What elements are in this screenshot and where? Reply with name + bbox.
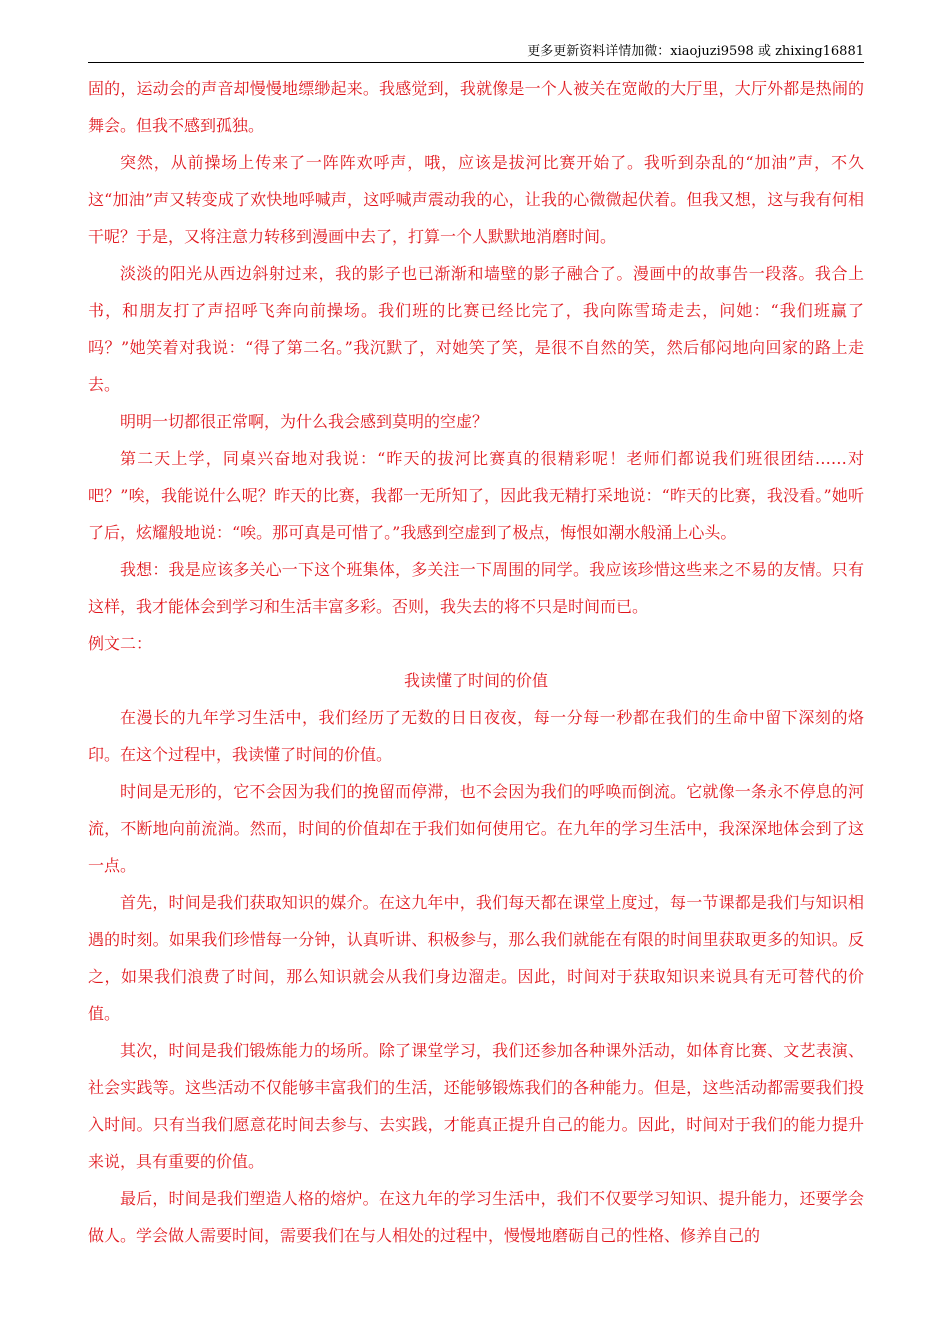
paragraph: 首先，时间是我们获取知识的媒介。在这九年中，我们每天都在课堂上度过，每一节课都是我们与知识相遇的时刻。如果我们珍惜每一分钟，认真听讲、积极参与，那么我们就能在有限的时间里获取更多的知识。反之，如果我们浪费了时间，那么知识就会从我们身边溜走。因此，时间对于获取知识来说具有无可替代的价值。 xyxy=(88,893,864,1023)
paragraph: 淡淡的阳光从西边斜射过来，我的影子也已渐渐和墙壁的影子融合了。漫画中的故事告一段落。我合上书，和朋友打了声招呼飞奔向前操场。我们班的比赛已经比完了，我向陈雪琦走去，问她：“我们班赢了吗？”她笑着对我说：“得了第二名。”我沉默了，对她笑了笑，是很不自然的笑，然后郁闷地向回家的路上走去。 xyxy=(88,264,864,394)
paragraph-continued: 固的，运动会的声音却慢慢地缥缈起来。我感觉到，我就像是一个人被关在宽敞的大厅里，大厅外都是热闹的舞会。但我不感到孤独。 xyxy=(88,79,864,135)
essay-title: 我读懂了时间的价值 xyxy=(403,671,548,690)
paragraph: 突然，从前操场上传来了一阵阵欢呼声，哦，应该是拔河比赛开始了。我听到杂乱的“加油”声，不久这“加油”声又转变成了欢快地呼喊声，这呼喊声震动我的心，让我的心微微起伏着。但我又想，这与我有何相干呢？于是，又将注意力转移到漫画中去了，打算一个人默默地消磨时间。 xyxy=(88,153,864,246)
paragraph: 在漫长的九年学习生活中，我们经历了无数的日日夜夜，每一分每一秒都在我们的生命中留下深刻的烙印。在这个过程中，我读懂了时间的价值。 xyxy=(88,708,864,764)
page-header-note: 更多更新资料详情加微：xiaojuzi9598 或 zhixing16881 xyxy=(527,44,864,59)
paragraph: 时间是无形的，它不会因为我们的挽留而停滞，也不会因为我们的呼唤而倒流。它就像一条永不停息的河流，不断地向前流淌。然而，时间的价值却在于我们如何使用它。在九年的学习生活中，我深深地体会到了这一点。 xyxy=(88,782,864,875)
document-body xyxy=(88,70,864,1254)
example-label: 例文二： xyxy=(88,634,153,653)
paragraph: 第二天上学，同桌兴奋地对我说：“昨天的拔河比赛真的很精彩呢！老师们都说我们班很团结……对吧？”唉，我能说什么呢？昨天的比赛，我都一无所知了，因此我无精打采地说：“昨天的比赛，我没看。”她听了后，炫耀般地说：“唉。那可真是可惜了。”我感到空虚到了极点，悔恨如潮水般涌上心头。 xyxy=(88,449,864,542)
paragraph: 我想：我是应该多关心一下这个班集体，多关注一下周围的同学。我应该珍惜这些来之不易的友情。只有这样，我才能体会到学习和生活丰富多彩。否则，我失去的将不只是时间而已。 xyxy=(88,560,864,616)
header-divider xyxy=(88,62,864,63)
paragraph: 明明一切都很正常啊，为什么我会感到莫明的空虚？ xyxy=(120,412,489,431)
paragraph: 最后，时间是我们塑造人格的熔炉。在这九年的学习生活中，我们不仅要学习知识、提升能力，还要学会做人。学会做人需要时间，需要我们在与人相处的过程中，慢慢地磨砺自己的性格、修养自己的 xyxy=(88,1189,864,1245)
paragraph: 其次，时间是我们锻炼能力的场所。除了课堂学习，我们还参加各种课外活动，如体育比赛、文艺表演、社会实践等。这些活动不仅能够丰富我们的生活，还能够锻炼我们的各种能力。但是，这些活动都需要我们投入时间。只有当我们愿意花时间去参与、去实践，才能真正提升自己的能力。因此，时间对于我们的能力提升来说，具有重要的价值。 xyxy=(88,1041,864,1171)
